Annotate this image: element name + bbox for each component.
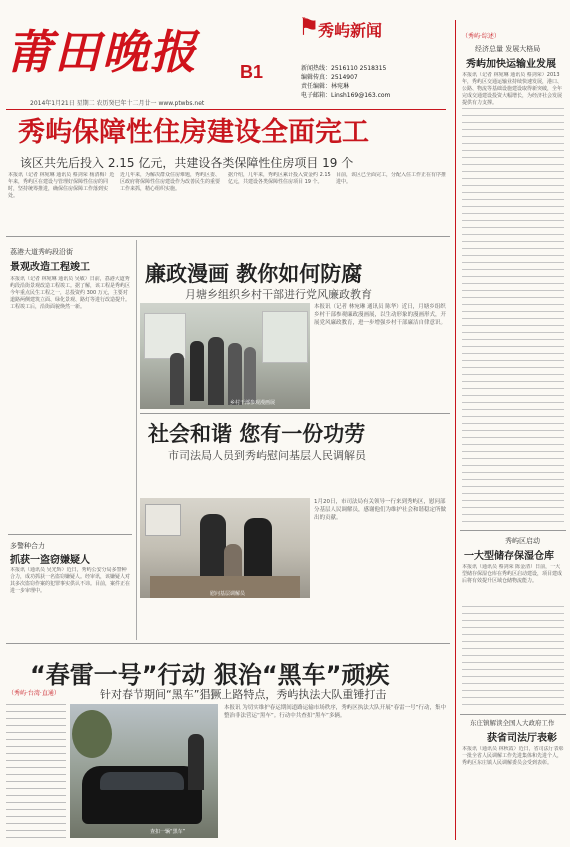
lianzheng-body: 本报讯（记者 林宛琳 通讯员 陈华）近日，月塘乡组织乡村干部参观廉政漫画展，以生动形象的漫画形式，开展党风廉政教育，进一步增强乡村干部廉洁自律意识。 (314, 304, 447, 326)
shehui-body: 1月20日，市司法局有关领导一行来到秀屿区，慰问部分基层人民调解员，感谢他们为维护社会和谐稳定所做出的贡献。 (314, 499, 447, 521)
contact-row: 编辑传真： 2514907 (301, 74, 358, 81)
poster-board (262, 311, 308, 363)
right-story2-body: 本报讯（通讯员 蔡剑荣 陈金清）日前，一大型储存保湿仓库在秀屿区启动建设，项目建成后将有效提升区域仓储物流能力。 (462, 564, 563, 584)
masthead-logo (6, 24, 236, 80)
right-story3-title: 获省司法厅表彰 (487, 733, 557, 744)
story1-kicker: 荔港大道秀屿段沿街 (10, 248, 73, 256)
headline-title: 秀屿保障性住房建设全面完工 (18, 117, 369, 148)
lianzheng-photo (140, 303, 310, 409)
story2-title: 抓获一盗窃嫌疑人 (10, 555, 90, 566)
story2-kicker: 多警种合力 (10, 542, 45, 550)
shehui-photo (140, 498, 310, 598)
story2-body: 本报讯（通讯员 吴光辉）近日，秀屿公安分局多警种合力，成功抓获一名盗窃嫌疑人。经审讯，该嫌疑人对其多次盗窃作案的犯罪事实供认不讳。目前，案件正在进一步审理中。 (10, 567, 130, 594)
person-figure (208, 337, 224, 405)
contact-row: 电子邮箱： Linsh169@163.com (301, 92, 391, 99)
section-badge-icon: ⚑ (298, 13, 320, 41)
contact-block (301, 64, 441, 100)
right-story2-title: 一大型储存保湿仓库 (464, 551, 554, 562)
section-badge (296, 13, 406, 41)
shehui-subtitle: 市司法局人员到秀屿慰问基层人民调解员 (168, 449, 366, 462)
tree (72, 710, 112, 758)
shehui-photo-caption: 慰问基层调解员 (210, 591, 246, 597)
logo-text: 莆田晚报 (6, 25, 198, 79)
right-story1-title: 秀屿加快运输业发展 (466, 59, 556, 70)
chunlei-body: 本报讯 为切实维护春运期间道路运输市场秩序，秀屿区执法大队开展“春雷一号”行动，集中整治非法营运“黑车”。行动中共查扣“黑车”多辆。 (224, 705, 446, 719)
chunlei-left-strip (6, 704, 66, 838)
date-line: 2014年1月21日 星期二 农历癸巳年十二月廿一 www.ptwbs.net (30, 100, 205, 107)
right-story2-kicker: 秀屿区启动 (505, 537, 540, 545)
lianzheng-title: 廉政漫画 教你如何防腐 (145, 262, 363, 286)
person-figure (170, 353, 184, 405)
right-story1-kicker: 经济总量 发展大格局 (475, 45, 541, 53)
person-figure (228, 343, 242, 405)
right-story3-kicker: 东庄镇解读全国人大政府工作 (470, 719, 555, 727)
lead-story-col3: 据介绍，几年来，秀屿区累计投入资金约 2.15 亿元，共建设各类保障性住房项目 19 个。 (228, 172, 331, 185)
window (145, 504, 181, 536)
lianzheng-subtitle: 月塘乡组织乡村干部进行党风廉政教育 (185, 288, 372, 301)
right-story2-textlines (462, 606, 564, 710)
chunlei-subtitle: 针对春节期间“黑车”猖獗上路特点，秀屿执法大队重锤打击 (100, 688, 387, 701)
contact-row: 新闻热线： 2516110 2518315 (301, 65, 387, 72)
person-figure (244, 347, 256, 403)
lead-story-col4: 目前，该区已全面完工，分配入住工作正在有序推进中。 (336, 172, 447, 185)
chunlei-tag: （秀屿·台湾·直通） (8, 690, 60, 697)
page-code: B1 (240, 62, 264, 82)
story1-title: 景观改造工程竣工 (10, 262, 90, 273)
car-window (100, 772, 184, 790)
right-story1-textlines (462, 108, 564, 528)
chunlei-photo (70, 704, 218, 838)
shehui-title: 社会和谐 您有一份功劳 (148, 422, 366, 446)
story1-body: 本报讯（记者 林宛琳 通讯员 吴敏）日前，荔港大道秀屿段沿街景观改造工程竣工。据了解，该工程是秀屿区今年重点民生工程之一，总投资约 300 万元，主要对道路两侧建筑立面、绿化景观、路灯等进行改造提升。工程竣工后，沿街面貌焕然一新。 (10, 276, 130, 310)
right-tag: （秀屿·综述） (462, 33, 500, 40)
chunlei-title: “春雷一号”行动 狠治“黑车”顽疾 (30, 661, 390, 689)
poster-board (144, 313, 186, 359)
chunlei-photo-caption: 查扣一辆“黑车” (150, 829, 186, 835)
right-story3-body: 本报讯（通讯员 林秋霞）近日，省司法厅表彰一批全省人民调解工作先进集体和先进个人，秀屿区东庄镇人民调解委员会受到表彰。 (462, 746, 564, 766)
right-story1-body: 本报讯（记者 林宛琳 通讯员 蔡剑荣）2013年，秀屿区交通运输业持续快速发展，港口、公路、物流等基础设施建设取得新突破，全年完成交通建设投资大幅增长，为经济社会发展提供有力支撑。 (462, 72, 563, 106)
lianzheng-photo-caption: 乡村干部参观漫画展 (230, 400, 276, 406)
section-title: 秀屿新闻 (318, 21, 383, 40)
person-figure (190, 341, 204, 401)
headline-subtitle: 该区共先后投入 2.15 亿元，共建设各类保障性住房项目 19 个 (20, 156, 354, 170)
person-figure (224, 544, 242, 580)
person-figure (188, 734, 204, 790)
contact-row: 责任编辑： 林宛琳 (301, 83, 350, 90)
lead-story-col2: 近几年来，为解决群众住房难题，秀屿区委、区政府将保障性住房建设作为改善民生的重要工作来抓，精心组织实施。 (120, 172, 221, 192)
lead-story-col1: 本报讯（记者 林宛琳 通讯员 蔡剑荣 杨清梅）近年来，秀屿区在建设与管理好保障性住房的同时，坚持统筹推进，确保住房保障工作落到实处。 (8, 172, 115, 199)
